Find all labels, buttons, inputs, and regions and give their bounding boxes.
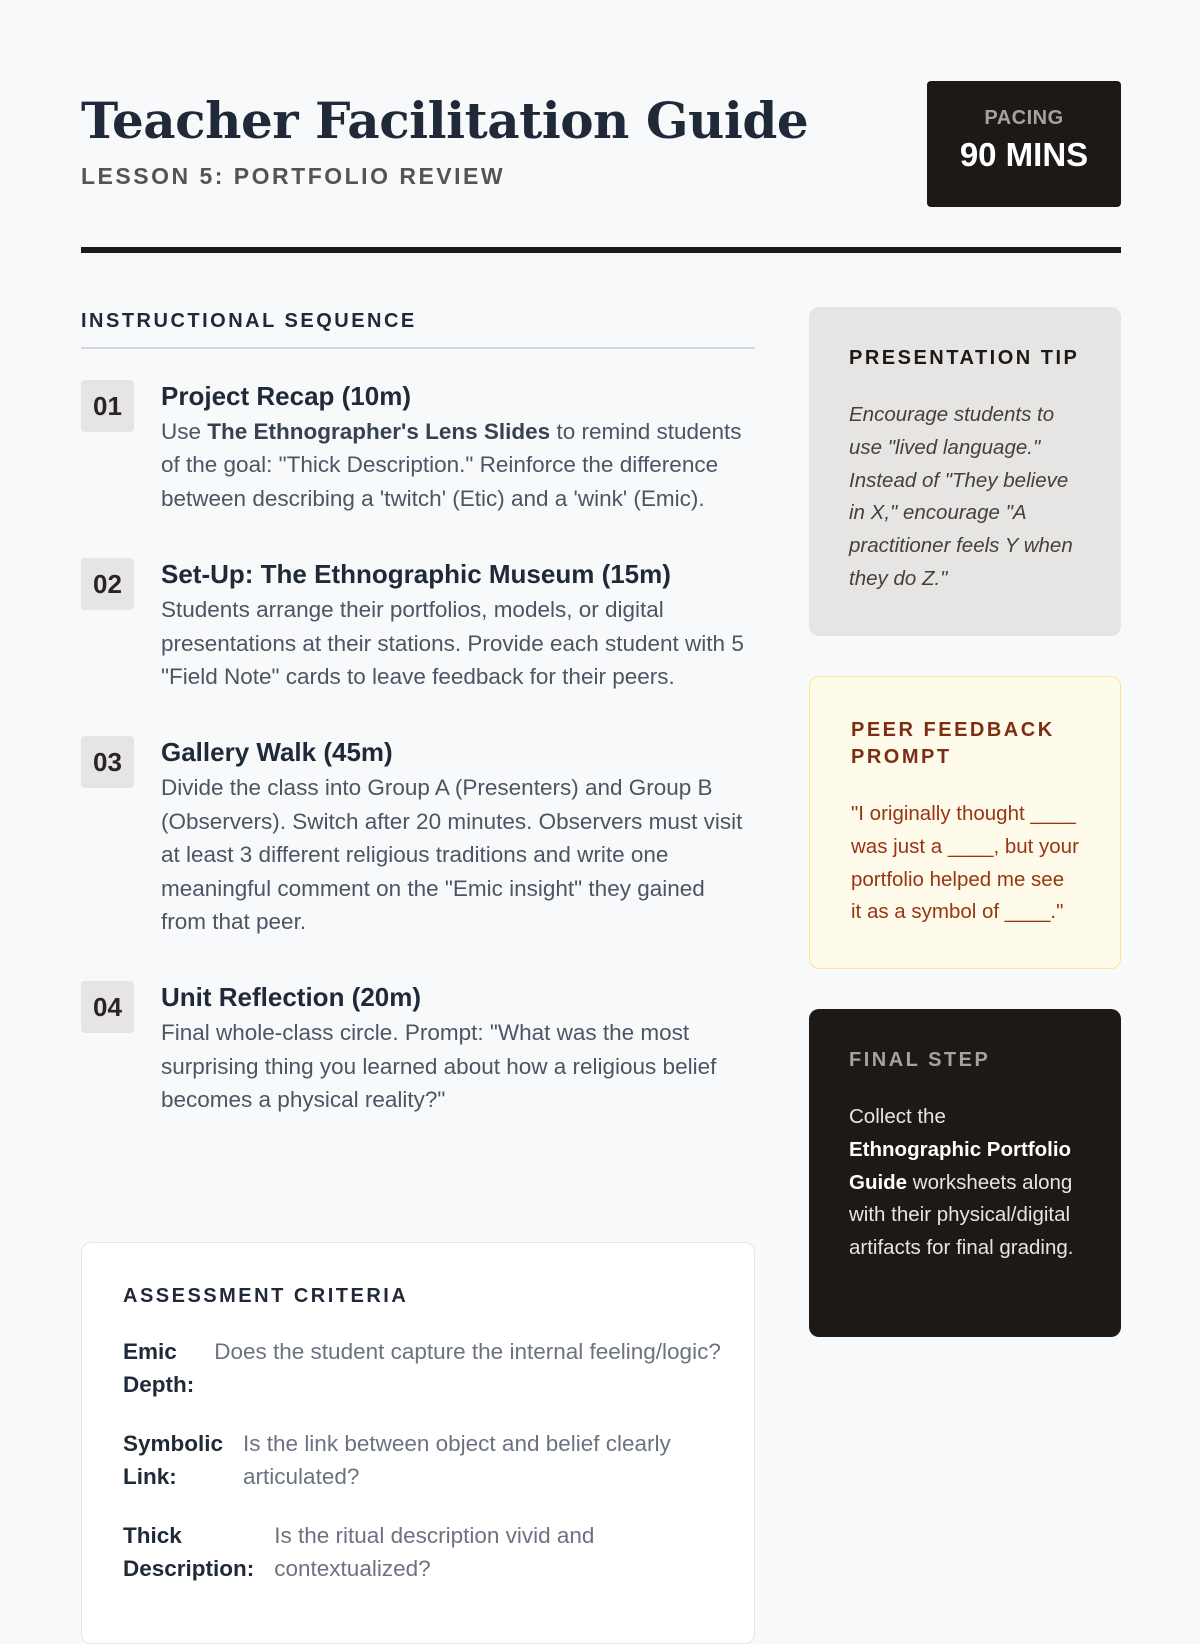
step-title: Set-Up: The Ethnographic Museum (15m): [161, 559, 671, 590]
step-description: Students arrange their portfolios, models, or digital presentations at their stations. Provide each student with 5 "Field Note" cards to leave feedback for their peers.: [161, 597, 744, 690]
criteria-list: [123, 1335, 723, 1611]
page-header: [81, 81, 1121, 253]
criterion-term-line: Symbolic: [123, 1431, 224, 1456]
step-item: [81, 557, 755, 693]
criterion-term: [123, 1519, 274, 1585]
criterion-row: [123, 1335, 723, 1401]
step-number: 04: [81, 981, 134, 1033]
step-item: [81, 735, 755, 938]
instructional-sequence-section: [81, 300, 755, 1581]
criterion-term-line: Thick: [123, 1523, 182, 1548]
criterion-definition: Is the ritual description vivid and contextualized?: [274, 1523, 595, 1581]
assessment-criteria-card: [81, 1242, 755, 1644]
step-title: Gallery Walk (45m): [161, 737, 393, 768]
section-heading: INSTRUCTIONAL SEQUENCE: [81, 300, 755, 349]
criterion-definition: Is the link between object and belief clearly articulated?: [243, 1431, 671, 1489]
pacing-value: 90 MINS: [959, 136, 1089, 173]
criterion-term-line: Link:: [123, 1464, 177, 1489]
step-description-text: Use: [161, 419, 208, 444]
peer-feedback-card: [809, 676, 1121, 969]
peer-feedback-body: "I originally thought ____ was just a ____, but your portfolio helped me see it as a symbol of ____.": [851, 802, 1079, 924]
tip-body: Encourage students to use "lived language." Instead of "They believe in X," encourage "A practitioner feels Y when they do Z.": [849, 403, 1073, 590]
step-description-text: to remind students of the goal: "Thick Description." Reinforce the difference between describing a 'twitch' (Etic) and a 'wink' (Emic).: [161, 419, 742, 511]
final-step-heading: FINAL STEP: [849, 1049, 991, 1071]
tip-heading: PRESENTATION TIP: [849, 347, 1080, 369]
peer-feedback-heading: PEER FEEDBACK PROMPT: [851, 719, 1055, 768]
step-item: [81, 379, 755, 515]
step-description: Final whole-class circle. Prompt: "What was the most surprising thing you learned about how a religious belief becomes a physical reality?": [161, 1020, 717, 1113]
step-number: 03: [81, 736, 134, 788]
worksheet-name: Ethnographic Portfolio Guide: [849, 1137, 1072, 1194]
step-description: [161, 415, 755, 515]
step-title: Project Recap (10m): [161, 381, 411, 411]
criterion-row: [123, 1519, 723, 1585]
sidebar: [809, 307, 1121, 1377]
criterion-term-line: Description:: [123, 1556, 255, 1581]
final-step-card: [809, 1009, 1121, 1337]
criterion-term: [123, 1427, 243, 1493]
criterion-term-line: Emic: [123, 1339, 177, 1364]
step-title: Unit Reflection (20m): [161, 982, 422, 1013]
resource-name: The Ethnographer's Lens Slides: [207, 419, 551, 444]
pacing-label: PACING: [984, 107, 1064, 129]
pacing-badge: [927, 81, 1121, 207]
page-title: Teacher Facilitation Guide: [81, 91, 809, 150]
final-step-text: worksheets along with their physical/digital artifacts for final grading.: [849, 1170, 1074, 1260]
step-number: 02: [81, 558, 134, 610]
step-item: [81, 980, 755, 1116]
criterion-term: [123, 1335, 214, 1401]
header-divider: [81, 247, 1121, 253]
step-list: [81, 379, 755, 1117]
lesson-subtitle: LESSON 5: PORTFOLIO REVIEW: [81, 163, 506, 189]
presentation-tip-card: [809, 307, 1121, 636]
step-number: 01: [81, 380, 134, 432]
final-step-body: [849, 1101, 1081, 1265]
criterion-row: [123, 1427, 723, 1493]
criterion-definition: Does the student capture the internal feeling/logic?: [214, 1339, 721, 1364]
step-description: Divide the class into Group A (Presenters) and Group B (Observers). Switch after 20 minutes. Observers must visit at least 3 different religious traditions and write one meaningful comment on the "Emic insight" they gained from that peer.: [161, 775, 743, 935]
criterion-term-line: Depth:: [123, 1372, 195, 1397]
assessment-heading: ASSESSMENT CRITERIA: [123, 1285, 409, 1307]
final-step-text: Collect the: [849, 1105, 946, 1128]
